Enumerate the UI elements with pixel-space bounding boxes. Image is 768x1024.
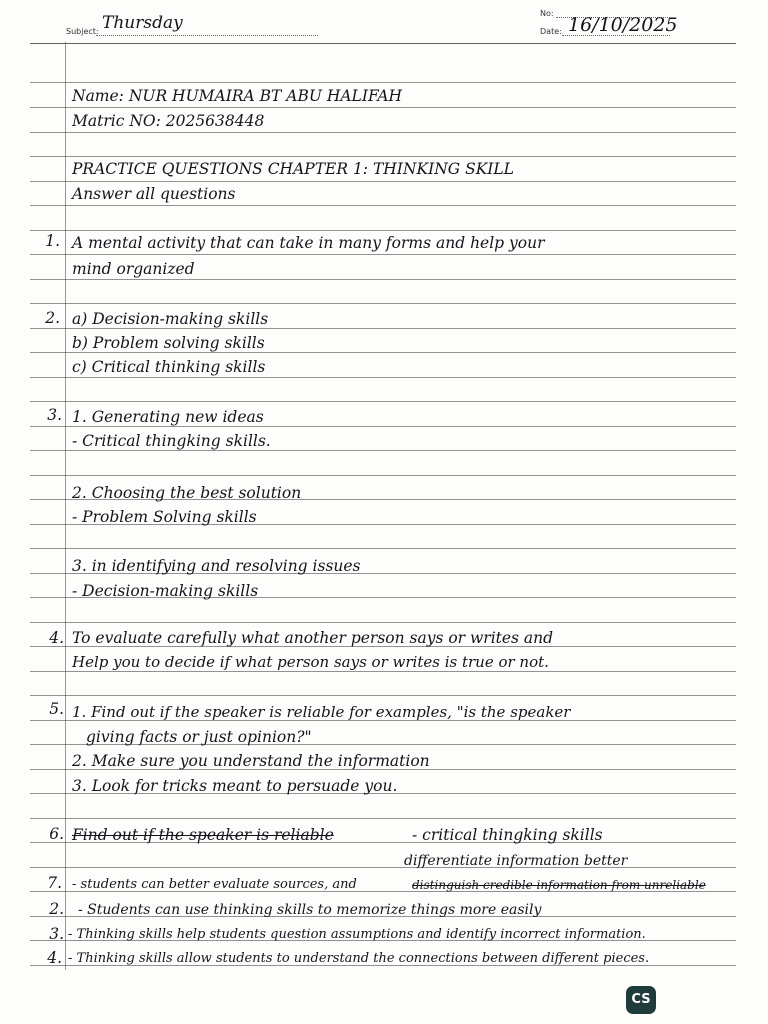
answer-line: giving facts or just opinion?": [86, 728, 312, 746]
answer-line: A mental activity that can take in many forms and help your: [72, 234, 545, 252]
camscanner-logo: CS: [626, 986, 656, 1014]
ruled-line: [30, 132, 736, 133]
ruled-line: [30, 107, 736, 108]
ruled-line: [30, 818, 736, 819]
crossed-out-text: Find out if the speaker is reliable: [72, 826, 334, 844]
answer-line: - Critical thingking skills.: [72, 432, 271, 450]
ruled-line: [30, 548, 736, 549]
subject-label: Subject:: [66, 27, 99, 36]
ruled-line: [30, 279, 736, 280]
ruled-line: [30, 401, 736, 402]
instructions: Answer all questions: [72, 185, 236, 203]
answer-line: - critical thingking skills: [412, 826, 603, 844]
answer-line: c) Critical thinking skills: [72, 358, 266, 376]
answer-line: - students can better evaluate sources, and: [72, 877, 357, 892]
ruled-line: [30, 303, 736, 304]
answer-line: - Thinking skills help students question assumptions and identify incorrect information.: [68, 927, 646, 942]
crossed-out-text: distinguish credible information from unreliable: [412, 878, 706, 892]
ruled-line: [30, 181, 736, 182]
answer-line: 3. in identifying and resolving issues: [72, 557, 361, 575]
subject-value: Thursday: [102, 13, 183, 33]
ruled-line: [30, 426, 736, 427]
question-number: 4.: [47, 949, 62, 967]
question-number: 6.: [49, 825, 64, 843]
ruled-line: [30, 622, 736, 623]
ruled-line: [30, 254, 736, 255]
ruled-line: [30, 377, 736, 378]
ruled-line: [30, 230, 736, 231]
ruled-line: [30, 82, 736, 83]
answer-line: a) Decision-making skills: [72, 310, 269, 328]
answer-line: - Problem Solving skills: [72, 508, 257, 526]
question-number: 3.: [49, 925, 64, 943]
answer-line: 1. Generating new ideas: [72, 408, 264, 426]
ruled-line: [30, 671, 736, 672]
answer-line: 1. Find out if the speaker is reliable for examples, "is the speaker: [72, 703, 571, 721]
ruled-line: [30, 205, 736, 206]
question-number: 7.: [47, 874, 62, 892]
answer-line: - Students can use thinking skills to memorize things more easily: [78, 902, 542, 918]
inserted-correction: differentiate information better: [404, 853, 628, 869]
ruled-line: [30, 328, 736, 329]
date-value: 16/10/2025: [568, 14, 678, 36]
ruled-line: [30, 867, 736, 868]
subject-underline: [96, 35, 318, 36]
ruled-line: [30, 352, 736, 353]
no-label: No:: [540, 9, 554, 18]
answer-line: 3. Look for tricks meant to persuade you.: [72, 777, 398, 795]
ruled-line: [30, 695, 736, 696]
header-rule: [30, 43, 736, 44]
student-name: Name: NUR HUMAIRA BT ABU HALIFAH: [72, 87, 403, 105]
question-number: 5.: [49, 700, 64, 718]
question-number: 1.: [45, 232, 60, 250]
ruled-line: [30, 450, 736, 451]
answer-line: Help you to decide if what person says or writes is true or not.: [72, 653, 549, 671]
ruled-line: [30, 156, 736, 157]
answer-line: b) Problem solving skills: [72, 334, 265, 352]
answer-line: 2. Choosing the best solution: [72, 484, 302, 502]
answer-line: 2. Make sure you understand the information: [72, 752, 430, 770]
question-number: 3.: [47, 406, 62, 424]
question-number: 2.: [49, 900, 64, 918]
question-number: 4.: [49, 629, 64, 647]
answer-line: To evaluate carefully what another person says or writes and: [72, 629, 554, 647]
ruled-line: [30, 475, 736, 476]
answer-line: mind organized: [72, 260, 195, 278]
question-number: 2.: [45, 309, 60, 327]
worksheet-title: PRACTICE QUESTIONS CHAPTER 1: THINKING SKILL: [72, 160, 514, 178]
margin-line: [65, 42, 66, 970]
date-label: Date:: [540, 27, 562, 36]
matric-number: Matric NO: 2025638448: [72, 112, 265, 130]
answer-line: - Decision-making skills: [72, 582, 259, 600]
answer-line: - Thinking skills allow students to understand the connections between different pieces.: [68, 951, 650, 966]
